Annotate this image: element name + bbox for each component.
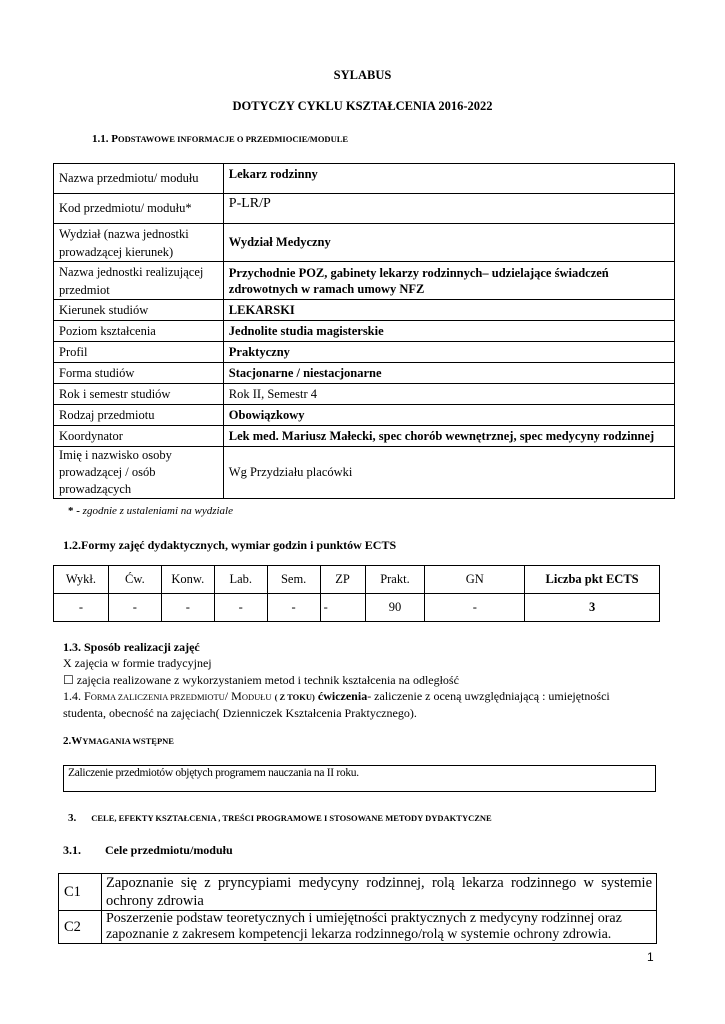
column-header: Prakt. [365, 566, 425, 594]
info-label: Rodzaj przedmiotu [54, 405, 224, 426]
table-row [54, 164, 675, 194]
delivery-option-remote: ☐ zajęcia realizowane z wykorzystaniem metod i technik kształcenia na odległość [63, 673, 459, 687]
column-header: GN [425, 566, 525, 594]
goals-table [58, 873, 657, 944]
info-value: Lek med. Mariusz Małecki, spec chorób wewnętrznej, spec medycyny rodzinnej [223, 426, 674, 447]
column-header: Konw. [161, 566, 214, 594]
info-label: Profil [54, 342, 224, 363]
info-value: Obowiązkowy [223, 405, 674, 426]
column-header: Wykł. [54, 566, 109, 594]
table-row [54, 384, 675, 405]
section-1-2-heading: 1.2.Formy zajęć dydaktycznych, wymiar godzin i punktów ECTS [63, 538, 397, 552]
table-cell: - [54, 594, 109, 622]
info-value: Przychodnie POZ, gabinety lekarzy rodzinnych– udzielające świadczeń zdrowotnych w ramach umowy NFZ [223, 262, 674, 300]
info-label: Nazwa przedmiotu/ modułu [54, 164, 224, 194]
column-header: Ćw. [108, 566, 161, 594]
info-value: Rok II, Semestr 4 [223, 384, 674, 405]
info-value: P-LR/P [223, 194, 674, 224]
table-cell: 90 [365, 594, 425, 622]
section-2-heading: 2.WYMAGANIA WSTĘPNE [63, 735, 174, 747]
table-cell: - [425, 594, 525, 622]
cycle-heading: DOTYCZY CYKLU KSZTAŁCENIA 2016-2022 [232, 99, 493, 113]
requirements-box: Zaliczenie przedmiotów objętych programem nauczania na II roku. [63, 765, 656, 792]
document-title: SYLABUS [333, 68, 392, 82]
info-value: Wg Przydziału placówki [223, 447, 674, 499]
info-label: Kod przedmiotu/ modułu* [54, 194, 224, 224]
table-row [54, 405, 675, 426]
delivery-option-traditional: X zajęcia w formie tradycyjnej [63, 656, 212, 670]
goal-text: Zapoznanie się z pryncypiami medycyny rodzinnej, rolą lekarza rodzinnego w systemie ochrony zdrowia [101, 874, 656, 911]
info-label: Poziom kształcenia [54, 321, 224, 342]
table-cell: - [214, 594, 267, 622]
info-label: Rok i semestr studiów [54, 384, 224, 405]
column-header: Sem. [267, 566, 320, 594]
section-3-1-heading: 3.1. Cele przedmiotu/modułu [63, 843, 233, 857]
info-label: Wydział (nazwa jednostki prowadzącej kierunek) [54, 224, 224, 262]
info-value: Lekarz rodzinny [223, 164, 674, 194]
basic-info-table [53, 163, 675, 499]
info-value: Praktyczny [223, 342, 674, 363]
section-1-4-line: 1.4. FORMA ZALICZENIA PRZEDMIOTU/ MODUŁU ( Z TOKU) ćwiczenia- zaliczenie z oceną uwzględniającą : umiejętności [63, 689, 610, 703]
checkbox-icon: ☐ [63, 673, 74, 687]
info-label: Imię i nazwisko osoby prowadzącej / osób prowadzących [54, 447, 224, 499]
goal-text: Poszerzenie podstaw teoretycznych i umiejętności praktycznych z medycyny rodzinnej oraz zapoznanie z zakresem kompetencji lekarza rodzinnego/rolą w systemie ochrony zdrowia. [101, 911, 656, 944]
section-3-heading: 3. CELE, EFEKTY KSZTAŁCENIA , TREŚCI PROGRAMOWE I STOSOWANE METODY DYDAKTYCZNE [68, 812, 492, 824]
table-row [59, 874, 657, 911]
goal-code: C1 [59, 874, 102, 911]
info-label: Forma studiów [54, 363, 224, 384]
table-row [54, 426, 675, 447]
table-cell: 3 [525, 594, 660, 622]
info-value: Jednolite studia magisterskie [223, 321, 674, 342]
info-label: Nazwa jednostki realizującej przedmiot [54, 262, 224, 300]
table-cell: - [108, 594, 161, 622]
footnote: * - zgodnie z ustaleniami na wydziale [68, 505, 233, 517]
page-number: 1 [647, 950, 654, 964]
table-row [54, 262, 675, 300]
table-cell: - [320, 594, 365, 622]
goal-code: C2 [59, 911, 102, 944]
section-1-4-line-2: studenta, obecność na zajęciach( Dzienniczek Kształcenia Praktycznego). [63, 706, 417, 720]
class-forms-table [53, 565, 660, 622]
table-row [59, 911, 657, 944]
table-header-row [54, 566, 660, 594]
table-row [54, 194, 675, 224]
table-row [54, 594, 660, 622]
table-row [54, 300, 675, 321]
info-value: Wydział Medyczny [223, 224, 674, 262]
table-row [54, 224, 675, 262]
section-1-1-heading: 1.1. PODSTAWOWE INFORMACJE O PRZEDMIOCIE/MODULE [92, 133, 349, 145]
table-row [54, 321, 675, 342]
x-mark-icon: X [63, 656, 72, 670]
table-row [54, 342, 675, 363]
column-header: ZP [320, 566, 365, 594]
info-label: Kierunek studiów [54, 300, 224, 321]
table-cell: - [161, 594, 214, 622]
table-row [54, 363, 675, 384]
column-header: Lab. [214, 566, 267, 594]
section-1-3-heading: 1.3. Sposób realizacji zajęć [63, 640, 200, 654]
info-label: Koordynator [54, 426, 224, 447]
info-value: Stacjonarne / niestacjonarne [223, 363, 674, 384]
column-header: Liczba pkt ECTS [525, 566, 660, 594]
table-row [54, 447, 675, 499]
table-cell: - [267, 594, 320, 622]
info-value: LEKARSKI [223, 300, 674, 321]
